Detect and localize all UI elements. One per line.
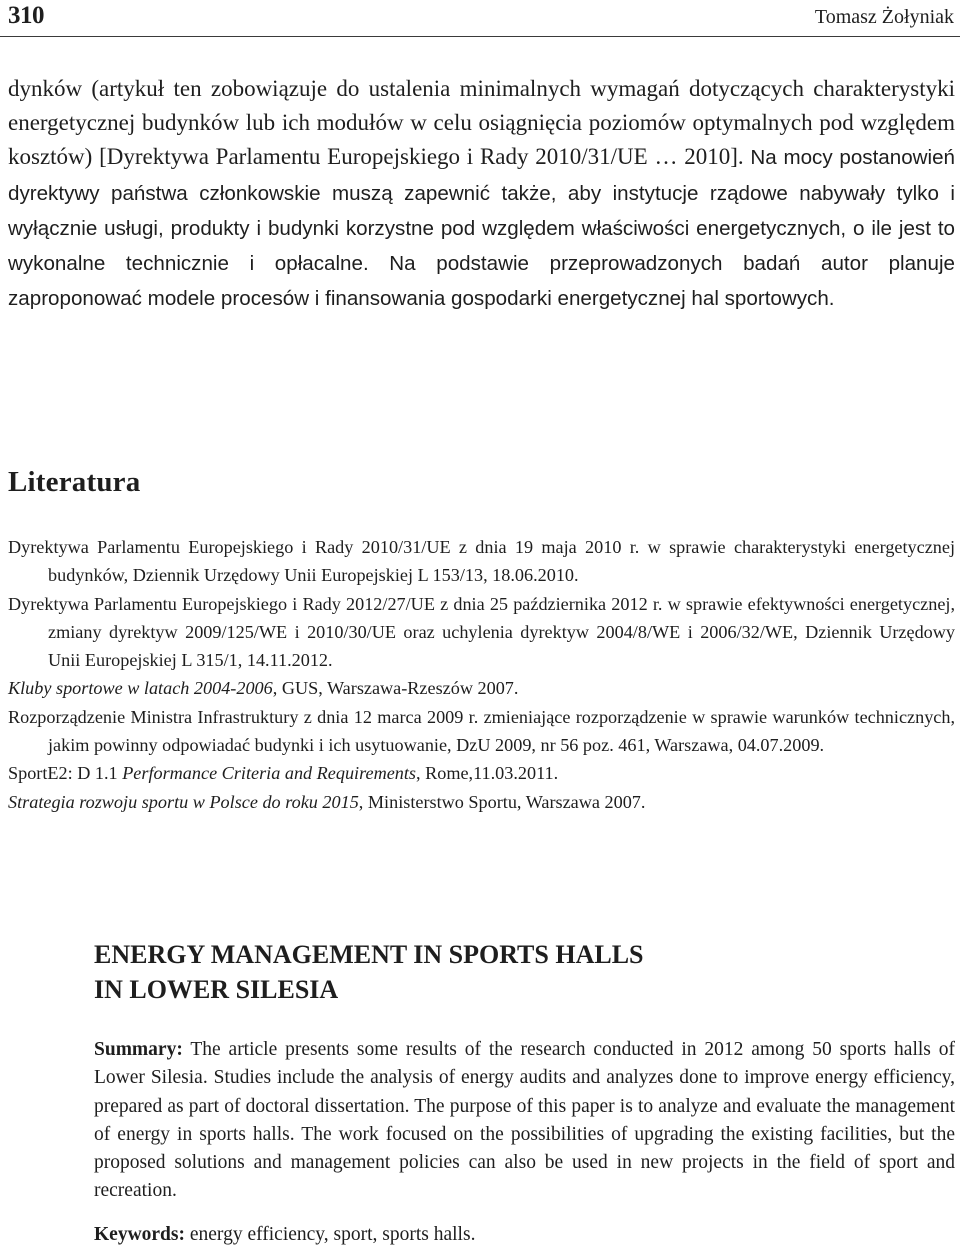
english-title-line-2: IN LOWER SILESIA bbox=[94, 975, 339, 1004]
keywords-text: energy efficiency, sport, sports halls. bbox=[185, 1224, 476, 1245]
reference-item bbox=[8, 759, 955, 787]
reference-text: Dyrektywa Parlamentu Europejskiego i Rady 2010/31/UE z dnia 19 maja 2010 r. w sprawie charakterystyki energetycznej budynków, Dziennik Urzędowy Unii Europejskiej L 153/13, 18.06.2010. bbox=[8, 537, 955, 586]
reference-title: Performance Criteria and Requirements bbox=[122, 763, 417, 784]
intro-sans-text: Na mocy postanowień dyrektywy państwa członkowskie muszą zapewnić także, aby instytucje rządowe nabywały tylko i wyłącznie usługi, produkty i budynki korzystne pod względem właściwości energetycznych, o ile jest to wykonalne technicznie i opłacalne. Na podstawie przeprowadzonych badań autor planuje zaproponować modele procesów i finansowania gospodarki energetycznej hal sportowych. bbox=[8, 146, 956, 311]
reference-text: Rozporządzenie Ministra Infrastruktury z dnia 12 marca 2009 r. zmieniające rozporządzenie w sprawie warunków technicznych, jakim powinny odpowiadać budynki i ich usytuowanie, DzU 2009, nr 56 poz. 461, Warszawa, 04.07.2009. bbox=[8, 706, 955, 756]
reference-item bbox=[8, 703, 955, 760]
keywords-label: Keywords: bbox=[94, 1224, 185, 1245]
reference-text: SportE2: D 1.1 bbox=[8, 763, 123, 784]
keywords-line bbox=[94, 1224, 475, 1246]
header-rule bbox=[0, 36, 960, 37]
summary-text: The article presents some results of the research conducted in 2012 among 50 sports halls of Lower Silesia. Studies include the analysis of energy audits and analyzes done to improve energy efficiency, prepared as part of doctoral dissertation. The purpose of this paper is to analyze and evaluate the management of energy in sports halls. The work focused on the possibilities of upgrading the existing facilities, but the proposed solutions and management policies can also be used in new projects in the field of sport and recreation. bbox=[94, 1039, 955, 1202]
running-head-author: Tomasz Żołyniak bbox=[814, 6, 954, 28]
reference-title: Strategia rozwoju sportu w Polsce do roku 2015 bbox=[8, 791, 359, 812]
page-number: 310 bbox=[8, 2, 44, 29]
reference-list bbox=[8, 533, 955, 816]
reference-text: Dyrektywa Parlamentu Europejskiego i Rady 2012/27/UE z dnia 25 października 2012 r. w sprawie efektywności energetycznej, zmiany dyrektyw 2009/125/WE i 2010/30/UE oraz uchylenia dyrektyw 2004/8/WE i 2006/32/WE, Dziennik Urzędowy Unii Europejskiej L 315/1, 14.11.2012. bbox=[8, 593, 955, 671]
reference-item bbox=[8, 788, 955, 816]
reference-title: Kluby sportowe w latach 2004-2006 bbox=[8, 678, 273, 699]
summary-label: Summary: bbox=[94, 1039, 183, 1060]
reference-item bbox=[8, 590, 955, 675]
intro-serif-text: dynków (artykuł ten zobowiązuje do ustalenia minimalnych wymagań dotyczących charakterystyki energetycznej budynków lub ich modułów w celu osiągnięcia poziomów optymalnych pod względem kosztów) [Dyrektywa Parlamentu Europejskiego i Rady 2010/31/UE … 2010]. bbox=[8, 76, 955, 170]
summary-paragraph bbox=[94, 1036, 955, 1206]
literatura-heading: Literatura bbox=[8, 466, 141, 498]
reference-text: , Ministerstwo Sportu, Warszawa 2007. bbox=[358, 791, 646, 812]
english-title bbox=[94, 937, 894, 1007]
reference-item bbox=[8, 674, 955, 702]
reference-text: , GUS, Warszawa-Rzeszów 2007. bbox=[272, 678, 519, 699]
reference-text: , Rome,11.03.2011. bbox=[416, 763, 559, 784]
intro-paragraph bbox=[8, 72, 955, 316]
page-header bbox=[0, 0, 960, 40]
reference-item bbox=[8, 533, 955, 590]
english-title-line-1: ENERGY MANAGEMENT IN SPORTS HALLS bbox=[94, 940, 644, 969]
